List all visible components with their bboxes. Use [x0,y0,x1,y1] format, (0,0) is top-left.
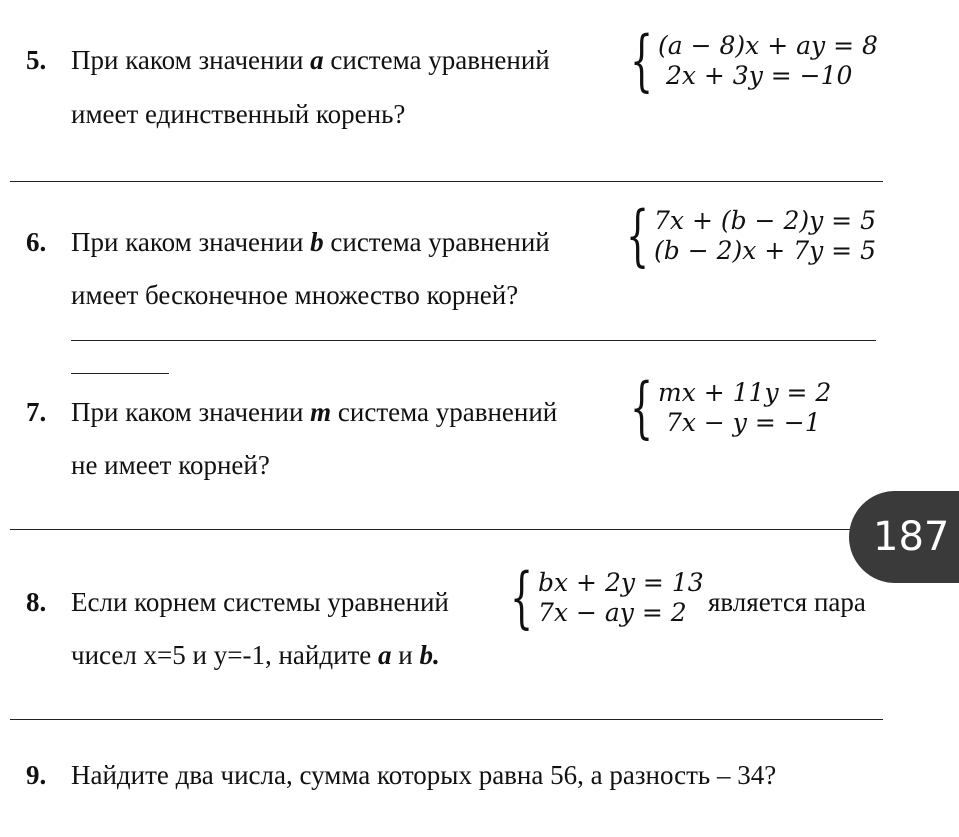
problem-5-brace: { [630,22,654,99]
answer-line-7[interactable] [10,529,855,530]
problem-7-eq1: mx + 11y = 2 [658,378,832,407]
problem-9-text: Найдите два числа, сумма которых равна 56, а разность – 34? [71,760,777,790]
answer-line-6a[interactable] [71,340,876,341]
problem-5-text-before: При каком значении [71,45,304,75]
problem-8-line2-start: чисел x=5 и y=-1, найдите [71,640,372,670]
problem-8-eq2: 7x − ay = 2 [538,598,687,627]
problem-5-text-after: система уравнений [330,45,550,75]
problem-8-number: 8. [26,587,47,617]
problem-8-conj: и [398,640,413,670]
problem-7-eq2: 7x − y = −1 [658,408,821,437]
problem-7-number: 7. [26,397,47,427]
problem-8-system [510,559,704,636]
answer-line-8[interactable] [10,719,883,720]
problem-6-prompt [71,227,550,258]
problem-7-brace: { [630,369,654,446]
answer-line-6b[interactable] [71,373,169,374]
problem-7-text-before: При каком значении [71,397,304,427]
problem-6-brace: { [626,197,650,274]
problem-5-prompt [71,45,550,76]
problem-7-text-after: система уравнений [337,397,558,427]
problem-5-variable: a [310,45,324,75]
problem-5-eq2: 2x + 3y = −10 [658,61,853,90]
problem-6-eq1: 7x + (b − 2)y = 5 [654,206,876,235]
problem-6-eq2: (b − 2)x + 7y = 5 [654,236,876,265]
problem-7-question: не имеет корней? [71,450,270,480]
problem-8-var-a: a [378,640,392,670]
problem-6-text-after: система уравнений [330,227,550,257]
problem-8-line2 [71,640,440,671]
problem-8-text-after: является пара [708,587,866,617]
problem-5-question: имеет единственный корень? [71,99,406,129]
problem-5-number: 5. [26,45,47,75]
answer-line-5[interactable] [10,181,883,182]
problem-6-question: имеет бесконечное множество корней? [71,280,519,310]
problem-6-system [626,197,876,274]
page-number-badge: 187 [849,491,959,583]
problem-8-eq1: bx + 2y = 13 [538,568,704,597]
problem-6-text-before: При каком значении [71,227,304,257]
problem-6-variable: b [310,227,324,257]
problem-9-number: 9. [26,760,47,790]
problem-6-number: 6. [26,227,47,257]
problem-5-eq1: (a − 8)x + ay = 8 [658,31,878,60]
problem-8-var-b: b. [419,640,440,670]
problem-7-variable: m [310,397,332,427]
problem-5-system [630,22,878,99]
problem-7-prompt [71,397,557,428]
problem-8-brace: { [510,559,534,636]
problem-8-prompt: Если корнем системы уравнений [71,587,449,617]
problem-7-system [630,369,832,446]
